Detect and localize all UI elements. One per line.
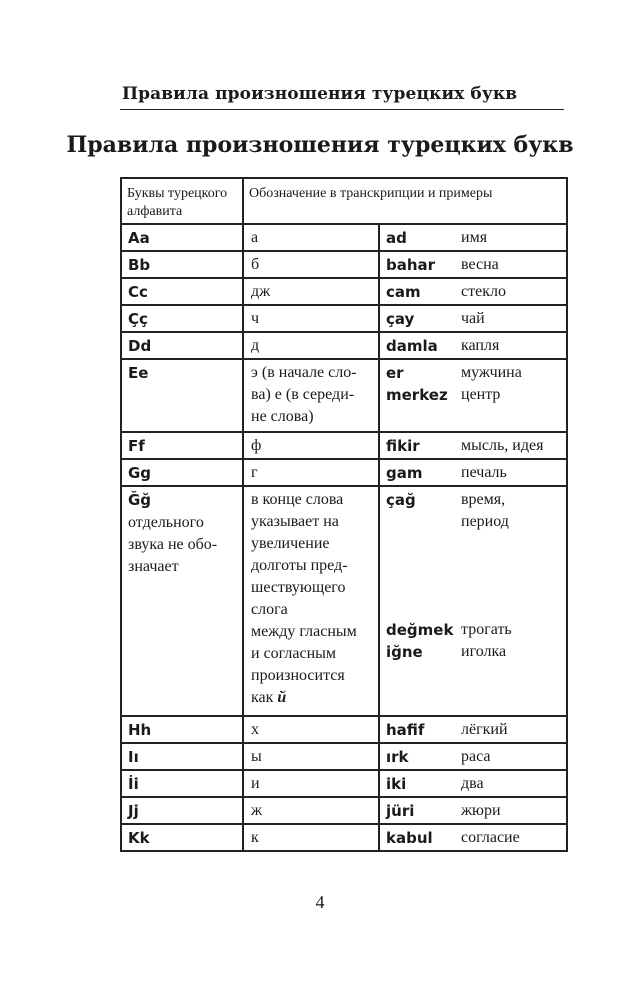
turkish-letter: Cc bbox=[128, 283, 148, 301]
example-pair bbox=[386, 489, 566, 533]
pronunciation-table bbox=[120, 177, 568, 852]
transcription-text: к bbox=[251, 829, 259, 846]
example-word: merkez bbox=[386, 386, 448, 404]
letter-note: отдельного звука не обо- значает bbox=[128, 514, 218, 575]
example-word: iki bbox=[386, 775, 407, 793]
table-row bbox=[121, 824, 567, 851]
header-letters: Буквы турецкого алфавита bbox=[121, 178, 243, 224]
transcription-cell bbox=[243, 359, 379, 432]
table-row bbox=[121, 305, 567, 332]
running-head: Правила произношения турецких букв bbox=[122, 84, 518, 104]
example-meaning: два bbox=[461, 775, 484, 792]
example-meaning: стекло bbox=[461, 283, 506, 300]
turkish-letter: Çç bbox=[128, 310, 148, 328]
example-cell bbox=[379, 305, 567, 332]
transcription-cell bbox=[243, 716, 379, 743]
example-word: çay bbox=[386, 310, 415, 328]
turkish-letter: Hh bbox=[128, 721, 152, 739]
transcription-text: ы bbox=[251, 748, 262, 765]
example-pair bbox=[386, 281, 566, 303]
table-row bbox=[121, 224, 567, 251]
transcription-text: дж bbox=[251, 283, 271, 300]
letter-cell bbox=[121, 359, 243, 432]
turkish-letter: İi bbox=[128, 775, 139, 793]
turkish-letter: Kk bbox=[128, 829, 150, 847]
table-row bbox=[121, 359, 567, 432]
example-cell bbox=[379, 459, 567, 486]
turkish-letter: Jj bbox=[128, 802, 139, 820]
table-row bbox=[121, 797, 567, 824]
example-pair bbox=[386, 308, 566, 330]
transcription-cell bbox=[243, 459, 379, 486]
example-word: gam bbox=[386, 464, 423, 482]
transcription-cell bbox=[243, 305, 379, 332]
example-pair bbox=[386, 773, 566, 795]
transcription-text: ч bbox=[251, 310, 260, 327]
turkish-letter: Iı bbox=[128, 748, 139, 766]
turkish-letter: Gg bbox=[128, 464, 152, 482]
example-cell bbox=[379, 251, 567, 278]
transcription-text: д bbox=[251, 337, 260, 354]
transcription-cell bbox=[243, 278, 379, 305]
example-pair bbox=[386, 435, 566, 457]
transcription-emphasis: й bbox=[277, 689, 287, 706]
example-pair bbox=[386, 641, 566, 663]
transcription-cell bbox=[243, 743, 379, 770]
table-row bbox=[121, 770, 567, 797]
letter-cell bbox=[121, 824, 243, 851]
example-pair bbox=[386, 746, 566, 768]
example-word: cam bbox=[386, 283, 421, 301]
example-meaning: мысль, идея bbox=[461, 437, 544, 454]
example-word: kabul bbox=[386, 829, 433, 847]
example-meaning: центр bbox=[461, 386, 501, 403]
example-cell bbox=[379, 359, 567, 432]
table-header-row bbox=[121, 178, 567, 224]
example-meaning: капля bbox=[461, 337, 500, 354]
transcription-text: х bbox=[251, 721, 259, 738]
turkish-letter: Ee bbox=[128, 364, 149, 382]
header-rule bbox=[120, 109, 564, 110]
letter-cell bbox=[121, 486, 243, 716]
example-word: değmek bbox=[386, 621, 454, 639]
header-transcription: Обозначение в транскрипции и примеры bbox=[243, 178, 567, 224]
letter-cell bbox=[121, 251, 243, 278]
transcription-text: между гласным и согласным произносится как й bbox=[251, 623, 357, 706]
example-meaning: раса bbox=[461, 748, 491, 765]
letter-cell bbox=[121, 716, 243, 743]
turkish-letter: Aa bbox=[128, 229, 150, 247]
example-meaning: время, период bbox=[461, 491, 509, 530]
example-word: fikir bbox=[386, 437, 420, 455]
example-cell bbox=[379, 432, 567, 459]
example-cell bbox=[379, 824, 567, 851]
letter-cell bbox=[121, 278, 243, 305]
table-row bbox=[121, 459, 567, 486]
transcription-cell bbox=[243, 432, 379, 459]
example-cell bbox=[379, 770, 567, 797]
transcription-cell bbox=[243, 797, 379, 824]
transcription-text: и bbox=[251, 775, 260, 792]
example-cell bbox=[379, 224, 567, 251]
table-row bbox=[121, 743, 567, 770]
turkish-letter: Ff bbox=[128, 437, 145, 455]
transcription-cell bbox=[243, 824, 379, 851]
transcription-cell bbox=[243, 486, 379, 716]
example-pair bbox=[386, 384, 566, 406]
example-cell bbox=[379, 797, 567, 824]
example-pair bbox=[386, 335, 566, 357]
letter-cell bbox=[121, 332, 243, 359]
example-pair bbox=[386, 619, 566, 641]
example-meaning: иголка bbox=[461, 643, 507, 660]
example-meaning: лёгкий bbox=[461, 721, 508, 738]
transcription-text: ж bbox=[251, 802, 263, 819]
table-row bbox=[121, 486, 567, 716]
turkish-letter: Dd bbox=[128, 337, 152, 355]
example-cell bbox=[379, 332, 567, 359]
example-meaning: трогать bbox=[461, 621, 512, 638]
example-meaning: мужчина bbox=[461, 364, 522, 381]
example-word: jüri bbox=[386, 802, 415, 820]
example-cell bbox=[379, 486, 567, 716]
example-word: ırk bbox=[386, 748, 409, 766]
example-pair bbox=[386, 462, 566, 484]
turkish-letter: Bb bbox=[128, 256, 151, 274]
transcription-text: ф bbox=[251, 437, 262, 454]
transcription-cell bbox=[243, 770, 379, 797]
transcription-text: э (в начале сло- ва) е (в середи- не слова) bbox=[251, 364, 357, 425]
example-meaning: печаль bbox=[461, 464, 507, 481]
example-meaning: имя bbox=[461, 229, 488, 246]
table-row bbox=[121, 278, 567, 305]
table-row bbox=[121, 432, 567, 459]
example-pair bbox=[386, 827, 566, 849]
table-row bbox=[121, 716, 567, 743]
table-row bbox=[121, 251, 567, 278]
transcription-text: г bbox=[251, 464, 258, 481]
page-number: 4 bbox=[315, 892, 325, 912]
example-pair bbox=[386, 227, 566, 249]
example-cell bbox=[379, 743, 567, 770]
example-cell bbox=[379, 278, 567, 305]
example-word: ad bbox=[386, 229, 407, 247]
letter-cell bbox=[121, 305, 243, 332]
example-word: bahar bbox=[386, 256, 436, 274]
transcription-cell bbox=[243, 224, 379, 251]
transcription-cell bbox=[243, 332, 379, 359]
example-word: er bbox=[386, 364, 404, 382]
example-pair bbox=[386, 362, 566, 384]
table-row bbox=[121, 332, 567, 359]
turkish-letter: Ğğ bbox=[128, 491, 152, 509]
letter-cell bbox=[121, 432, 243, 459]
transcription-text: б bbox=[251, 256, 260, 273]
letter-cell bbox=[121, 743, 243, 770]
transcription-text: в конце слова указывает на увеличение долготы пред- шествующего слога bbox=[251, 491, 348, 618]
transcription-cell bbox=[243, 251, 379, 278]
page-title: Правила произношения турецких букв bbox=[66, 132, 574, 158]
letter-cell bbox=[121, 224, 243, 251]
example-cell bbox=[379, 716, 567, 743]
transcription-text: а bbox=[251, 229, 259, 246]
example-word: damla bbox=[386, 337, 438, 355]
example-word: çağ bbox=[386, 491, 416, 509]
example-meaning: согласие bbox=[461, 829, 520, 846]
letter-cell bbox=[121, 797, 243, 824]
example-meaning: весна bbox=[461, 256, 499, 273]
example-word: iğne bbox=[386, 643, 423, 661]
letter-cell bbox=[121, 459, 243, 486]
example-meaning: чай bbox=[461, 310, 485, 327]
example-word: hafif bbox=[386, 721, 425, 739]
letter-cell bbox=[121, 770, 243, 797]
example-pair bbox=[386, 800, 566, 822]
example-meaning: жюри bbox=[461, 802, 501, 819]
example-pair bbox=[386, 719, 566, 741]
example-pair bbox=[386, 254, 566, 276]
